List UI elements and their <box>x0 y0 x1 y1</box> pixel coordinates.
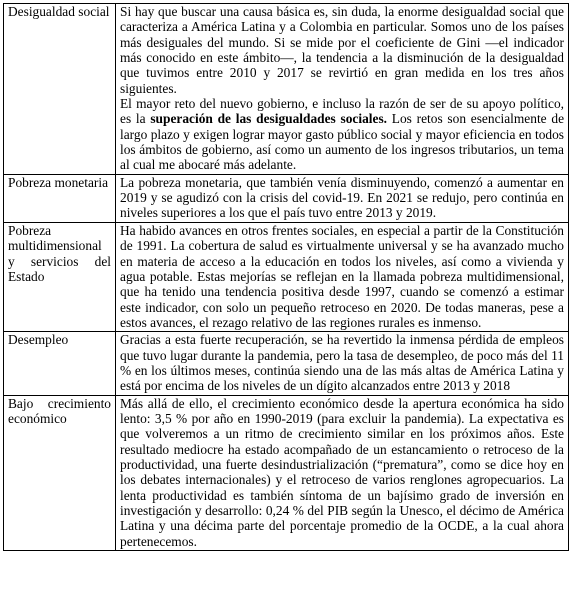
row-text-bajo-crecimiento: Más allá de ello, el crecimiento económico desde la apertura económica ha sido lento: 3,5 % por año en 1990-2019 (para excluir la pandemia). La expectativa es que volveremos a un ritmo de crecimiento similar en los próximos años. Este resultado mediocre ha estado acompañado de un estancamiento o retroceso de la productividad, una fuerte desindustrialización (“prematura”, como se dice hoy en los debates internacionales) y el retroceso de varios renglones agropecuarios. La lenta productividad es también síntoma de un bajísimo grado de inversión en investigación y desarrollo: 0,24 % del PIB según la Unesco, el décimo de América Latina y una décima parte del porcentaje promedio de la OCDE, a la cual ahora pertenecemos. <box>116 395 569 550</box>
paragraph-mayor-reto-intro: El mayor reto del nuevo gobierno, e incluso la razón de ser de su apoyo político, es la <box>120 96 564 127</box>
row-label-desigualdad-social: Desigualdad social <box>4 4 116 175</box>
row-label-bajo-crecimiento: Bajo crecimiento económico <box>4 395 116 550</box>
table-row-pobreza-monetaria <box>4 174 569 222</box>
highlight-superacion-desigualdades: superación de las desigualdades sociales. <box>150 111 388 127</box>
paragraph-mayor-reto-rest: Los retos son esencialmente de largo plazo y exigen lograr mayor gasto público social y mayor eficiencia en todos los ámbitos de gobierno, así como un aumento de los ingresos tributarios, un tema al cual me abocaré más adelante. <box>120 111 565 173</box>
row-text-pobreza-multidimensional: Ha habido avances en otros frentes sociales, en especial a partir de la Constitución de 1991. La cobertura de salud es virtualmente universal y se ha avanzado mucho en materia de acceso a la educación en todos los niveles, así como a vivienda y agua potable. Estas mejorías se reflejan en la llamada pobreza multidimensional, que ha tenido una tendencia positiva desde 1997, cuando se comenzó a estimar este indicador, con solo un pequeño retroceso en 2020. De todas maneras, pese a estos avances, el rezago relativo de las regiones rurales es inmenso. <box>116 222 569 331</box>
table-row-desempleo <box>4 332 569 395</box>
table-row-bajo-crecimiento <box>4 395 569 550</box>
paragraph-causa-basica: Si hay que buscar una causa básica es, sin duda, la enorme desigualdad social que caracteriza a América Latina y a Colombia en particular. Somos uno de los países más desiguales del mundo. Si se mide por el coeficiente de Gini —el indicador más conocido en este ámbito—, la tendencia a la disminución de la desigualdad que tuvimos entre 2010 y 2017 se revirtió en gran medida en los tres años siguientes. <box>120 4 564 96</box>
row-label-pobreza-monetaria: Pobreza monetaria <box>4 174 116 222</box>
row-text-desempleo: Gracias a esta fuerte recuperación, se ha revertido la inmensa pérdida de empleos que tuvo lugar durante la pandemia, pero la tasa de desempleo, de poco más del 11 % en los últimos meses, continúa siendo una de las más altas de América Latina y está por encima de los niveles de un dígito alcanzados entre 2013 y 2018 <box>116 332 569 395</box>
document-table <box>3 3 569 551</box>
row-text-desigualdad-social <box>116 4 569 175</box>
table-row-desigualdad-social <box>4 4 569 175</box>
row-label-pobreza-multidimensional: Pobreza multidimensional y servicios del Estado <box>4 222 116 331</box>
row-label-desempleo: Desempleo <box>4 332 116 395</box>
row-text-pobreza-monetaria: La pobreza monetaria, que también venía disminuyendo, comenzó a aumentar en 2019 y se agudizó con la crisis del covid-19. En 2021 se redujo, pero continúa en niveles superiores a los que el país tuvo entre 2013 y 2019. <box>116 174 569 222</box>
table-row-pobreza-multidimensional <box>4 222 569 331</box>
paragraph-mayor-reto <box>120 96 564 173</box>
